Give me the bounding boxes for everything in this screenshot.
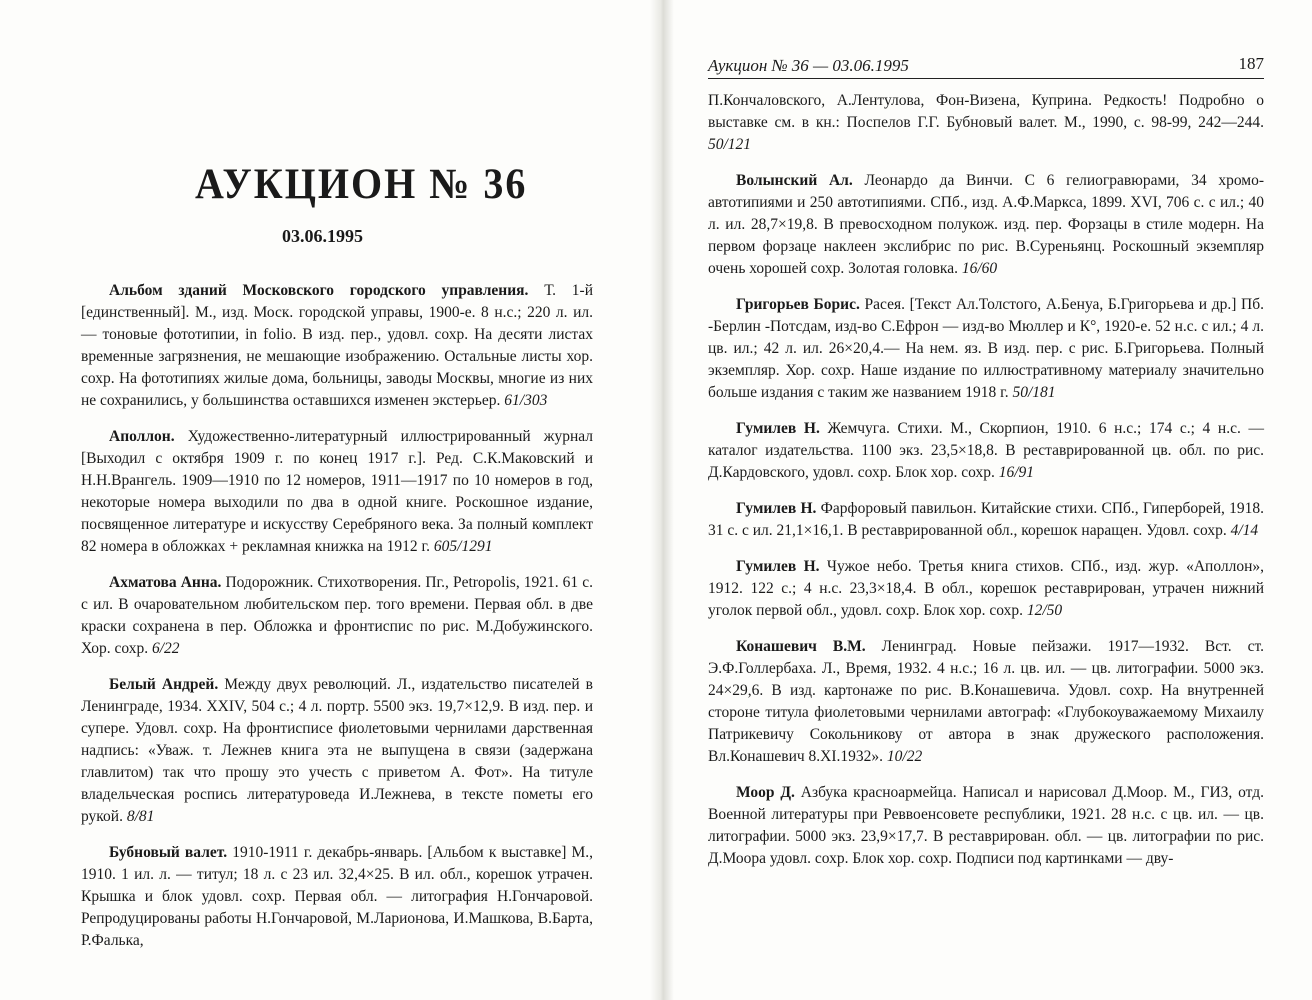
lot-title: Волынский Ал. (736, 172, 853, 189)
lot-title: Ахматова Анна. (109, 574, 222, 591)
lot-title: Конашевич В.М. (736, 638, 866, 655)
auction-date: 03.06.1995 (282, 226, 363, 246)
running-head (708, 50, 1264, 79)
lot-description: Расея. [Текст Ал.Толстого, А.Бенуа, Б.Григорьева и др.] Пб. -Берлин -Потсдам, изд-во С.Ефрон — изд-во Мюллер и К°, 1920-е. 52 н.с. с ил.; 4 л. цв. ил.; 42 л. ил. 26×20,4.— На нем. яз. В изд. пер. с рис. Б.Григорьева. Полный экземпляр. Хор. сохр. Наше издание по иллюстративному материалу значительно больше издания с таким же названием 1918 г. (708, 296, 1264, 401)
lot-description: П.Кончаловского, А.Лентулова, Фон-Визена, Куприна. Редкость! Подробно о выставке см. в кн.: Поспелов Г.Г. Бубновый валет. М., 1990, с. 98-99, 242—244. (708, 92, 1264, 131)
lot-entry (81, 280, 593, 412)
lot-price: 12/50 (1026, 602, 1063, 619)
lot-price: 61/303 (504, 392, 548, 409)
lot-title: Гумилев Н. (736, 420, 820, 437)
lot-entry (708, 294, 1264, 404)
lot-price: 50/181 (1012, 384, 1056, 401)
lot-title: Альбом зданий Московского городского управления. (109, 282, 529, 299)
lot-description: Азбука красноармейца. Написал и нарисовал Д.Моор. М., ГИЗ, отд. Военной литературы при Реввоенсовете республики, 1921. 28 н.с. с цв. ил. — цв. литографии. 5000 экз. 23,9×17,7. В реставрирован. обл. — цв. литографии по рис. Д.Моора удовл. сохр. Блок хор. сохр. Подписи под картинками — дву- (708, 784, 1265, 867)
auction-heading: АУКЦИОН № 36 (195, 159, 528, 208)
lot-price: 16/60 (961, 260, 998, 277)
lot-entry (81, 426, 593, 558)
lot-title: Бубновый валет. (109, 844, 228, 861)
lot-entry-continuation (708, 90, 1264, 156)
lot-list-right (708, 90, 1264, 884)
lot-description: Чужое небо. Третья книга стихов. СПб., изд. жур. «Аполлон», 1912. 122 с.; 4 н.с. 23,3×18,4. В обл., корешок реставрирован, утрачен нижний уголок первой обл., удовл. сохр. Блок хор. сохр. (708, 558, 1264, 619)
lot-entry (81, 842, 593, 952)
lot-title: Белый Андрей. (109, 676, 219, 693)
lot-entry (708, 418, 1264, 484)
lot-price: 50/121 (708, 136, 752, 153)
lot-description: Т. 1-й [единственный]. М., изд. Моск. городской управы, 1900-е. 8 н.с.; 220 л. ил. — тоновые фототипии, in folio. В изд. пер., удовл. сохр. На десяти листах временные загрязнения, не мешающие изображению. Остальные листы хор. сохр. На фототипиях жилые дома, больницы, заводы Москвы, многие из них не сохранились, у большинства оставшихся изменен экстерьер. (81, 282, 594, 409)
lot-title: Гумилев Н. (736, 558, 820, 575)
lot-price: 16/91 (998, 464, 1035, 481)
book-gutter (650, 0, 674, 1000)
lot-entry (708, 170, 1264, 280)
page-number: 187 (1238, 54, 1264, 73)
lot-entry (708, 556, 1264, 622)
right-page (674, 0, 1312, 1000)
lot-title: Гумилев Н. (736, 500, 817, 517)
lot-description: Леонардо да Винчи. С 6 гелиогравюрами, 34 хромо-автотипиями и 250 автотипиями. СПб., изд. А.Ф.Маркса, 1899. XVI, 706 с. с ил.; 40 л. ил. 28,7×19,8. В превосходном полукож. изд. пер. Форзацы в стиле модерн. На первом форзаце наклеен экслибрис по рис. В.Суреньянц. Роскошный экземпляр очень хорошей сохр. Золотая головка. (708, 172, 1264, 277)
lot-description: Ленинград. Новые пейзажи. 1917—1932. Вст. ст. Э.Ф.Голлербаха. Л., Время, 1932. 4 н.с.; 16 л. цв. ил. — цв. литографии. 5000 экз. 24×29,6. В изд. картонаже по рис. В.Конашевича. Удовл. сохр. На внутренней стороне титула фиолетовыми чернилами автограф: «Глубокоуважаемому Михаилу Патрикевичу Сокольникову от автора в знак дружеского расположения. Вл.Конашевич 8.XI.1932». (708, 638, 1264, 765)
lot-title: Моор Д. (736, 784, 795, 801)
lot-title: Аполлон. (109, 428, 175, 445)
lot-description: Между двух революций. Л., издательство писателей в Ленинграде, 1934. XXIV, 504 с.; 4 л. портр. 5500 экз. 19,7×12,9. В изд. пер. и супере. Удовл. сохр. На фронтисписе фиолетовыми чернилами дарственная надпись: «Уваж. т. Лежнев книга эта не выпущена в связи (задержана главлитом) так что прошу это учесть с приветом А. Фот». На титуле владельческая роспись литературоведа И.Лежнева, в тексте пометы его рукой. (81, 676, 593, 825)
lot-entry (708, 782, 1264, 870)
running-head-title: Аукцион № 36 — 03.06.1995 (708, 56, 909, 75)
lot-entry (81, 674, 593, 828)
lot-entry (81, 572, 593, 660)
lot-price: 10/22 (886, 748, 923, 765)
lot-entry (708, 498, 1264, 542)
lot-description: Художественно-литературный иллюстрированный журнал [Выходил с октября 1909 г. по конец 1917 г.]. Ред. С.К.Маковский и Н.Н.Врангель. 1909—1910 по 12 номеров, 1911—1917 по 10 номеров в год, некоторые номера выходили по два в одной книге. Роскошное издание, посвященное литературе и искусству Серебряного века. За полный комплект 82 номера в обложках + рекламная книжка на 1912 г. (81, 428, 594, 555)
lot-description: 1910-1911 г. декабрь-январь. [Альбом к выставке] М., 1910. 1 ил. л. — титул; 18 л. с 23 ил. 32,4×25. В ил. обл., корешок утрачен. Крышка и блок удовл. сохр. Первая обл. — литография Н.Гончаровой. Репродуцированы работы Н.Гончаровой, М.Ларионова, И.Машкова, В.Барта, Р.Фалька, (81, 844, 594, 949)
lot-entry (708, 636, 1264, 768)
lot-title: Григорьев Борис. (736, 296, 860, 313)
lot-price: 4/14 (1230, 522, 1259, 539)
lot-price: 8/81 (126, 808, 155, 825)
lot-description: Подорожник. Стихотворения. Пг., Petropolis, 1921. 61 с. с ил. В очаровательном любительском пер. того времени. Первая обл. в две краски сохранена в пер. Обложка и фронтиспис по рис. М.Добужинского. Хор. сохр. (81, 574, 593, 657)
left-page (0, 0, 650, 1000)
lot-price: 605/1291 (433, 538, 493, 555)
lot-price: 6/22 (151, 640, 180, 657)
lot-description: Жемчуга. Стихи. М., Скорпион, 1910. 6 н.с.; 174 с.; 4 н.с. — каталог издательства. 1100 экз. 23,5×18,8. В реставрированной цв. обл. по рис. Д.Кардовского, удовл. сохр. Блок хор. сохр. (708, 420, 1264, 481)
lot-description: Фарфоровый павильон. Китайские стихи. СПб., Гиперборей, 1918. 31 с. с ил. 21,1×16,1. В реставрированной обл., корешок наращен. Удовл. сохр. (708, 500, 1265, 539)
lot-list-left (81, 280, 593, 966)
